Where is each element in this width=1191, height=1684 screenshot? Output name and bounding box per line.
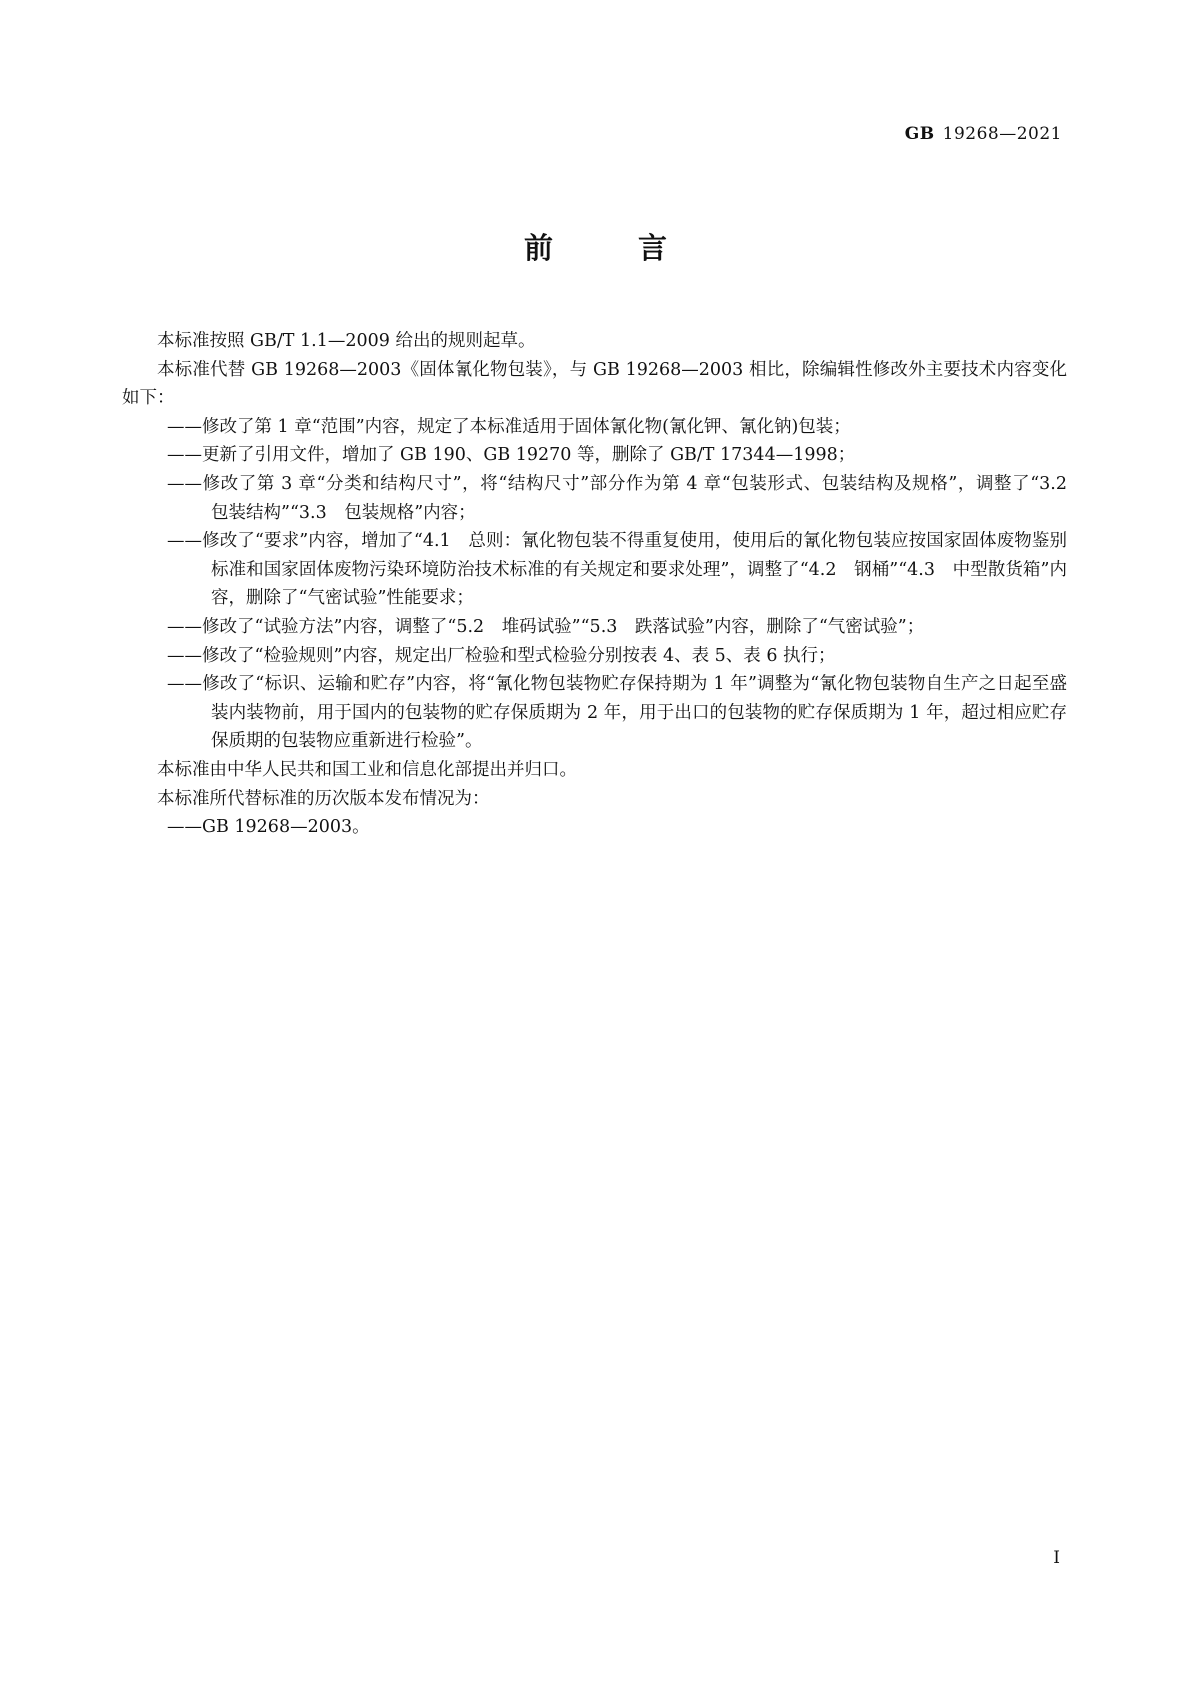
change-item: ——修改了第 1 章“范围”内容，规定了本标准适用于固体氰化物(氰化钾、氰化钠)包装； xyxy=(167,416,851,437)
change-item: ——更新了引用文件，增加了 GB 190、GB 19270 等，删除了 GB/T 17344—1998； xyxy=(167,445,856,466)
change-item: ——修改了“检验规则”内容，规定出厂检验和型式检验分别按表 4、表 5、表 6 执行； xyxy=(167,645,836,666)
standard-number xyxy=(905,124,1062,144)
paragraph-drafting-rules: 本标准按照 GB/T 1.1—2009 给出的规则起草。 xyxy=(157,331,536,351)
change-item: ——修改了“要求”内容，增加了“4.1 总则：氰化物包装不得重复使用，使用后的氰化物包装应按国家固体废物鉴别标准和国家固体废物污染环境防治技术标准的有关规定和要求处理”，调整了“4.2 钢桶”“4.3 中型散货箱”内容，删除了“气密试验”性能要求； xyxy=(167,531,1067,609)
change-item: ——修改了“试验方法”内容，调整了“5.2 堆码试验”“5.3 跌落试验”内容，删除了“气密试验”； xyxy=(167,616,925,637)
change-item: ——修改了第 3 章“分类和结构尺寸”，将“结构尺寸”部分作为第 4 章“包装形式、包装结构及规格”，调整了“3.2 包装结构”“3.3 包装规格”内容； xyxy=(167,473,1085,523)
foreword-body xyxy=(122,327,1085,842)
change-item: ——修改了“标识、运输和贮存”内容，将“氰化物包装物贮存保持期为 1 年”调整为“氰化物包装物自生产之日起至盛装内装物前，用于国内的包装物的贮存保质期为 2 年，用于出口的包装物的贮存保质期为 1 年，超过相应贮存保质期的包装物应重新进行检验”。 xyxy=(167,674,1067,752)
standard-prefix: GB xyxy=(904,124,935,144)
paragraph-history-intro: 本标准所代替标准的历次版本发布情况为： xyxy=(157,788,490,809)
history-item: ——GB 19268—2003。 xyxy=(167,817,370,838)
page-title: 前 言 xyxy=(523,231,695,265)
standard-code: 19268—2021 xyxy=(942,124,1062,144)
paragraph-replacement: 本标准代替 GB 19268—2003《固体氰化物包装》，与 GB 19268—2003 相比，除编辑性修改外主要技术内容变化如下： xyxy=(122,359,1067,409)
page-number: I xyxy=(1053,1548,1060,1568)
paragraph-proposer: 本标准由中华人民共和国工业和信息化部提出并归口。 xyxy=(157,759,577,780)
